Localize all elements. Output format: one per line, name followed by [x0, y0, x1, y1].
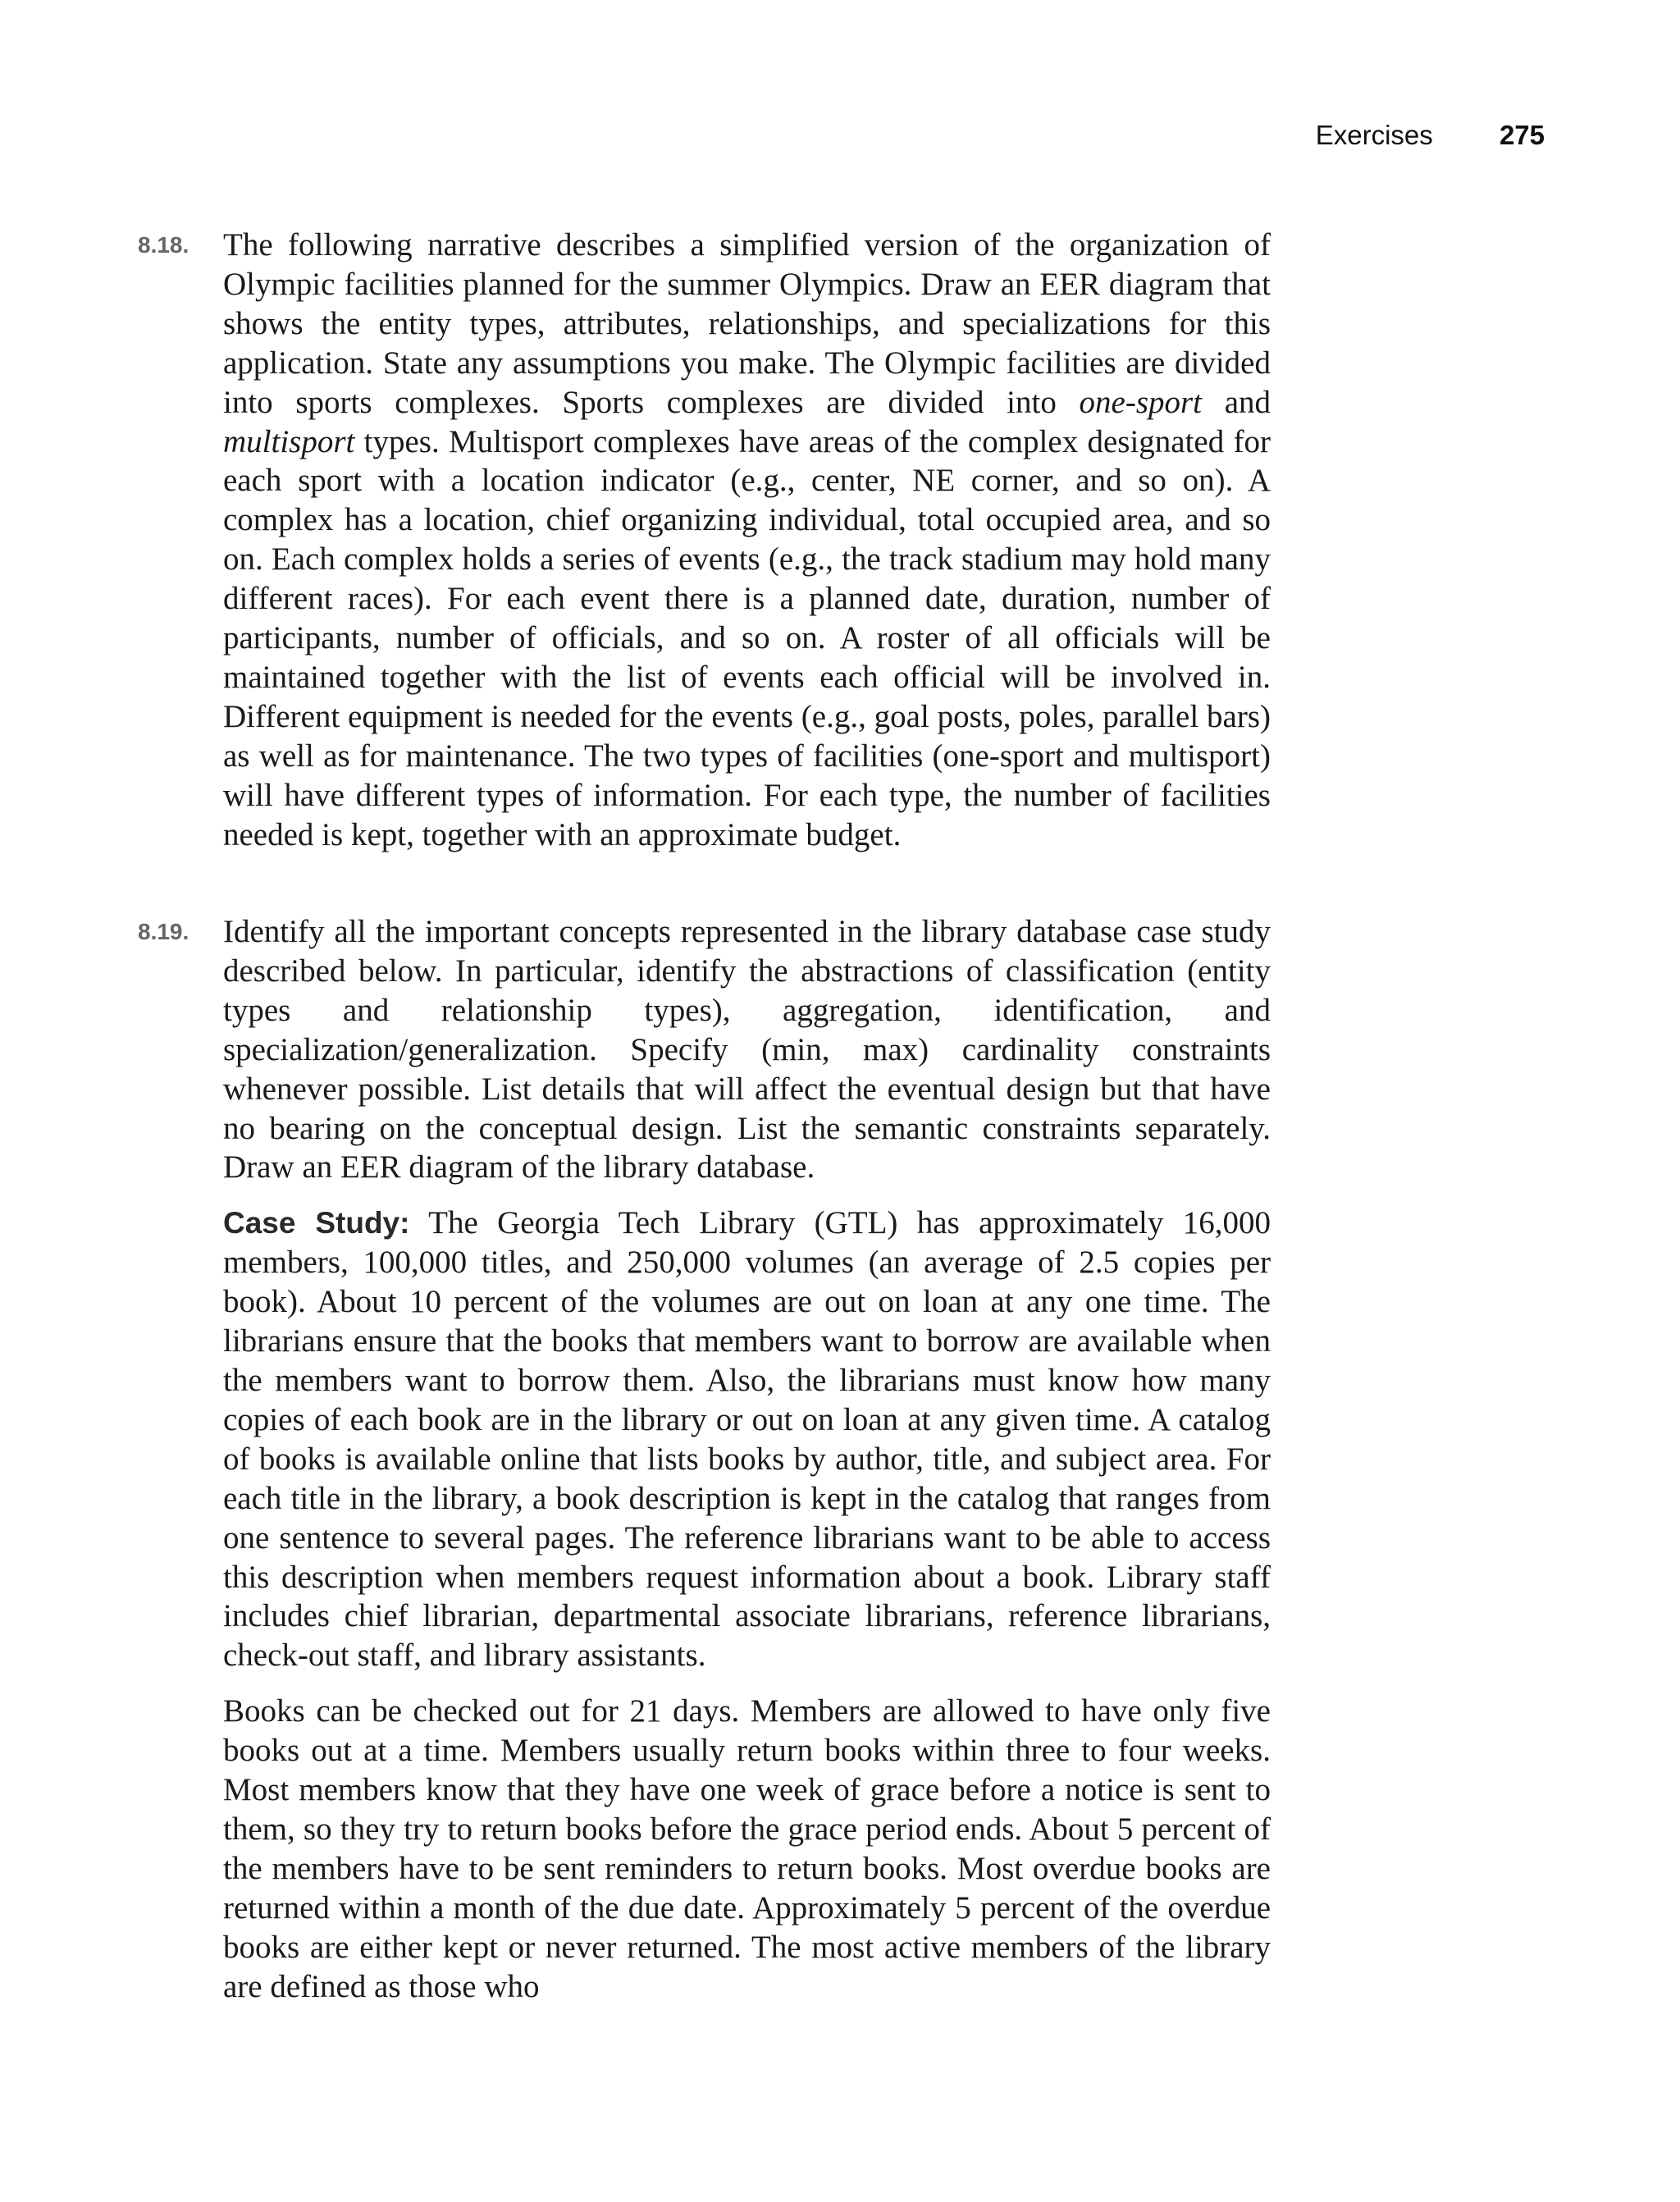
page-number: 275	[1499, 120, 1545, 150]
section-title: Exercises	[1315, 120, 1433, 150]
exercise-paragraph	[223, 912, 1271, 1187]
exercise-number: 8.19.	[138, 919, 189, 944]
paragraph-text: Identify all the important concepts represented in the library database case study described below. In particular, identify the abstractions of classification (entity types and relationship types), aggregation, identification, and specialization/generalization. Specify (min, max) cardinality constraints whenever possible. List details that will affect the eventual design but that have no bearing on the conceptual design. List the semantic constraints separately. Draw an EER diagram of the library database.	[223, 914, 1271, 1186]
exercise-body	[223, 226, 1271, 855]
exercise-body	[223, 912, 1271, 2006]
paragraph-text: The following narrative describes a simplified version of the organization of Olympic facilities planned for the summer Olympics. Draw an EER diagram that shows the entity types, attributes, relationships, and specializations for this application. State any assumptions you make. The Olympic facilities are divided into sports complexes. Sports complexes are divided into	[223, 227, 1271, 420]
exercise-paragraph	[223, 226, 1271, 855]
exercise-8-19	[138, 912, 1271, 2006]
case-study-paragraph	[223, 1204, 1271, 1675]
case-study-paragraph	[223, 1692, 1271, 2006]
paragraph-text: types. Multisport complexes have areas of the complex designated for each sport with a location indicator (e.g., center, NE corner, and so on). A complex has a location, chief organizing individual, total occupied area, and so on. Each complex holds a series of events (e.g., the track stadium may hold many different races). For each event there is a planned date, duration, number of participants, number of officials, and so on. A roster of all officials will be maintained together with the list of events each official will be involved in. Different equipment is needed for the events (e.g., goal posts, poles, parallel bars) as well as for maintenance. The two types of facilities (one-sport and multisport) will have different types of information. For each type, the number of facilities needed is kept, together with an approximate budget.	[223, 423, 1271, 852]
exercise-8-18	[138, 226, 1271, 855]
running-header	[1316, 119, 1545, 152]
paragraph-text: and	[1202, 384, 1271, 420]
italic-term-multisport: multisport	[223, 423, 355, 459]
exercise-number: 8.18.	[138, 232, 189, 258]
italic-term-one-sport: one-sport	[1079, 384, 1203, 420]
case-study-label: Case Study:	[223, 1206, 410, 1240]
paragraph-text: The Georgia Tech Library (GTL) has approximately 16,000 members, 100,000 titles, and 250,000 volumes (an average of 2.5 copies per book). About 10 percent of the volumes are out on loan at any one time. The librarians ensure that the books that members want to borrow are available when the members want to borrow them. Also, the librarians must know how many copies of each book are in the library or out on loan at any given time. A catalog of books is available online that lists books by author, title, and subject area. For each title in the library, a book description is kept in the catalog that ranges from one sentence to several pages. The reference librarians want to be able to access this description when members request information about a book. Library staff includes chief librarian, departmental associate librarians, reference librarians, check-out staff, and library assistants.	[223, 1205, 1271, 1674]
paragraph-text: Books can be checked out for 21 days. Members are allowed to have only five books out at a time. Members usually return books within three to four weeks. Most members know that they have one week of grace before a notice is sent to them, so they try to return books before the grace period ends. About 5 percent of the members have to be sent reminders to return books. Most overdue books are returned within a month of the due date. Approximately 5 percent of the overdue books are either kept or never returned. The most active members of the library are defined as those who	[223, 1693, 1271, 2004]
